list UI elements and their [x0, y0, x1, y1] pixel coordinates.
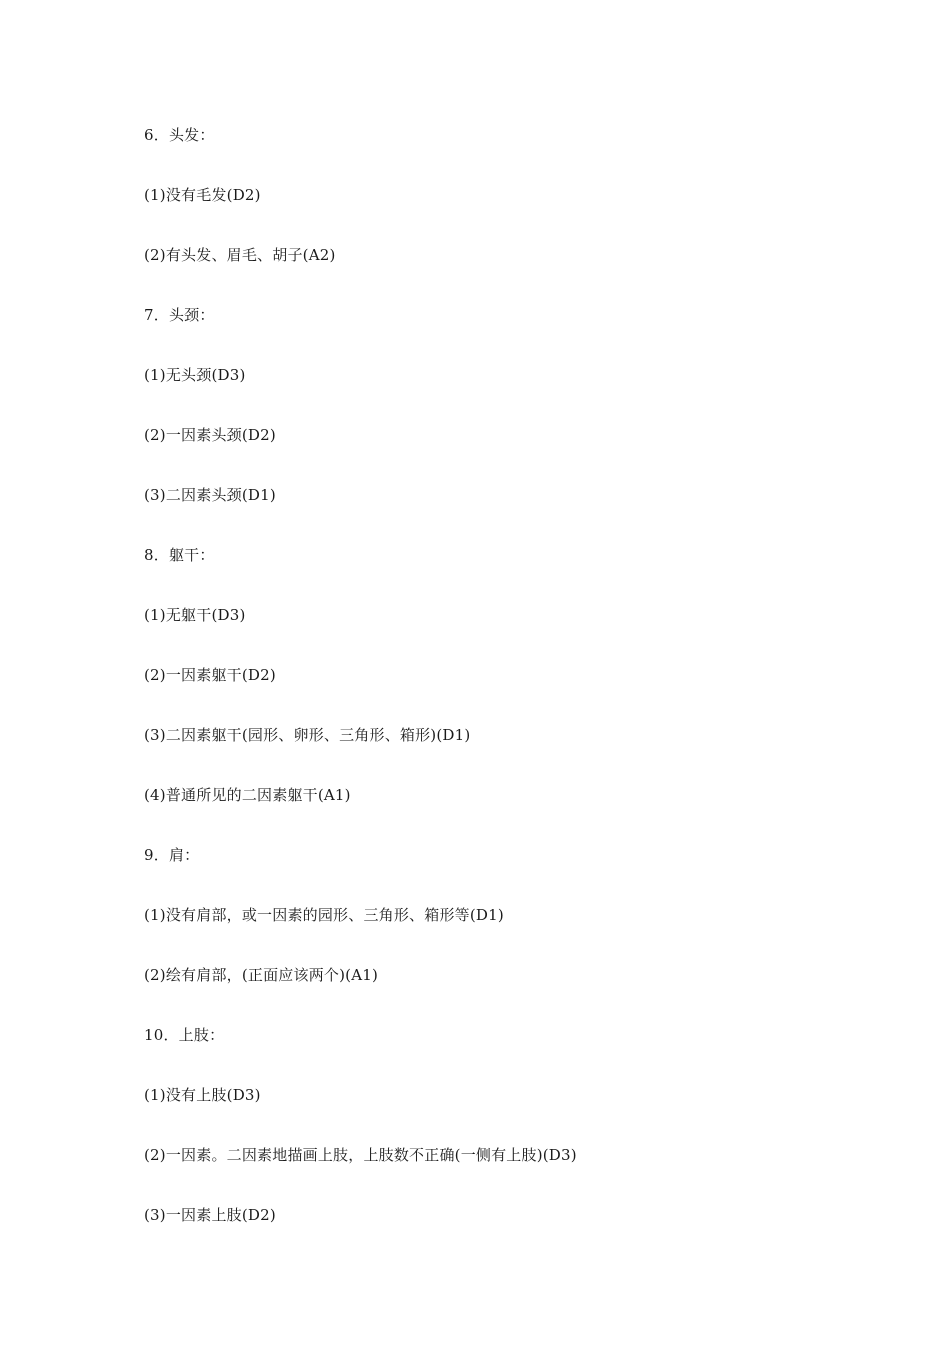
section-heading-hair: 6．头发： [144, 126, 215, 144]
list-item: (2)一因素躯干(D2) [144, 666, 276, 684]
list-item: (1)没有上肢(D3) [144, 1086, 261, 1104]
list-item: (4)普通所见的二因素躯干(A1) [144, 786, 351, 804]
list-item: (1)无躯干(D3) [144, 606, 246, 624]
list-item: (3)二因素头颈(D1) [144, 486, 276, 504]
list-item: (1)没有肩部，或一因素的园形、三角形、箱形等(D1) [144, 906, 504, 924]
list-item: (3)二因素躯干(园形、卵形、三角形、箱形)(D1) [144, 726, 471, 744]
section-heading-trunk: 8．躯干： [144, 546, 215, 564]
list-item: (2)绘有肩部，(正面应该两个)(A1) [144, 966, 379, 984]
section-heading-upper-limb: 10．上肢： [144, 1026, 225, 1044]
document-body [144, 123, 864, 1263]
section-heading-neck: 7．头颈： [144, 306, 215, 324]
list-item: (3)一因素上肢(D2) [144, 1206, 276, 1224]
section-heading-shoulder: 9．肩： [144, 846, 200, 864]
list-item: (2)一因素头颈(D2) [144, 426, 276, 444]
list-item: (1)无头颈(D3) [144, 366, 246, 384]
list-item: (1)没有毛发(D2) [144, 186, 261, 204]
list-item: (2)有头发、眉毛、胡子(A2) [144, 246, 336, 264]
list-item: (2)一因素。二因素地描画上肢，上肢数不正确(一侧有上肢)(D3) [144, 1146, 577, 1164]
